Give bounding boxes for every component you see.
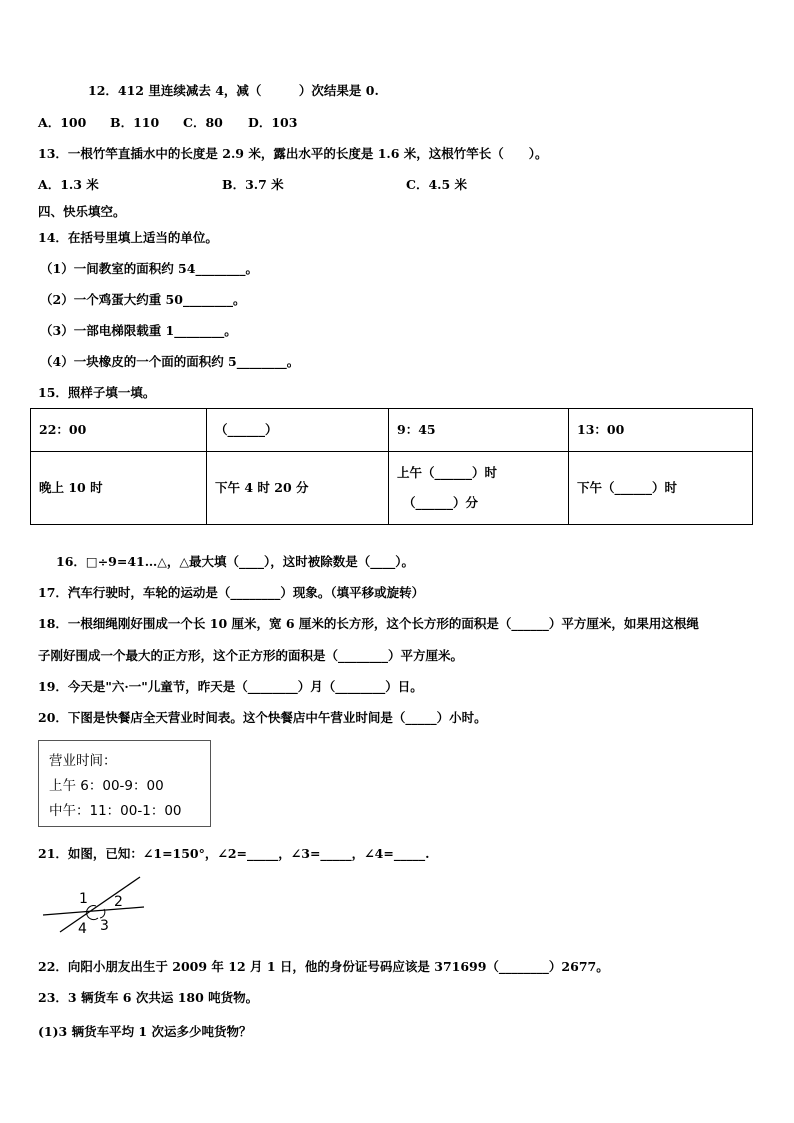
q13-option-c: C．4.5 米: [406, 177, 468, 192]
schedule-noon: 中午：11：00-1：00: [49, 803, 182, 819]
question-23: 23．3 辆货车 6 次共运 180 吨货物。: [38, 990, 259, 1005]
question-21: 21．如图，已知：∠1=150°，∠2=_____，∠3=_____，∠4=_____.: [38, 846, 430, 861]
q12-option-d: D．103: [248, 115, 298, 130]
table-cell: 晚上 10 时: [31, 452, 207, 525]
q12-option-c: C．80: [183, 115, 223, 130]
q13-option-b: B．3.7 米: [222, 177, 284, 192]
section-heading: 四、快乐填空。: [38, 204, 126, 219]
table-cell: （______）: [207, 409, 389, 452]
angle-label-4: 4: [78, 921, 87, 937]
angle-label-1: 1: [79, 891, 88, 907]
q12-option-a: A．100: [38, 115, 87, 130]
question-20: 20．下图是快餐店全天营业时间表。这个快餐店中午营业时间是（_____）小时。: [38, 710, 487, 725]
schedule-morning: 上午 6：00-9：00: [49, 778, 164, 794]
question-15: 15．照样子填一填。: [38, 385, 156, 400]
table-cell: 22：00: [31, 409, 207, 452]
table-cell-line: 上午（______）时: [397, 465, 498, 480]
table-row: [31, 409, 753, 452]
table-cell: [389, 452, 569, 525]
schedule-title: 营业时间：: [49, 753, 117, 769]
question-18-line-1: 18．一根细绳刚好围成一个长 10 厘米，宽 6 厘米的长方形，这个长方形的面积是（______）平方厘米，如果用这根绳: [38, 616, 699, 631]
question-14: 14．在括号里填上适当的单位。: [38, 230, 218, 245]
time-table: [30, 408, 753, 525]
question-13: 13．一根竹竿直插水中的长度是 2.9 米，露出水平的长度是 1.6 米，这根竹竿长（ ）。: [38, 146, 548, 161]
q14-item-4: （4）一块橡皮的一个面的面积约 5________。: [40, 354, 300, 369]
q14-item-2: （2）一个鸡蛋大约重 50________。: [40, 292, 246, 307]
table-cell: 下午 4 时 20 分: [207, 452, 389, 525]
q12-option-b: B．110: [110, 115, 160, 130]
angle-figure: [40, 870, 150, 940]
question-12: 12．412 里连续减去 4，减（ ）次结果是 0.: [88, 83, 379, 98]
question-22: 22．向阳小朋友出生于 2009 年 12 月 1 日，他的身份证号码应该是 371699（________）2677。: [38, 959, 609, 974]
q14-item-3: （3）一部电梯限载重 1________。: [40, 323, 237, 338]
table-cell: 9：45: [389, 409, 569, 452]
question-18-line-2: 子刚好围成一个最大的正方形，这个正方形的面积是（________）平方厘米。: [38, 648, 464, 663]
question-19: 19．今天是"六·一"儿童节，昨天是（________）月（________）日。: [38, 679, 423, 694]
question-23-sub-1: (1)3 辆货车平均 1 次运多少吨货物？: [38, 1024, 252, 1039]
table-cell: 13：00: [569, 409, 753, 452]
question-16: 16．□÷9=41…△，△最大填（____），这时被除数是（____）。: [56, 554, 414, 569]
table-cell: 下午（______）时: [569, 452, 753, 525]
angle-label-2: 2: [114, 894, 123, 910]
table-cell-line: （______）分: [403, 495, 479, 510]
schedule-box: [38, 740, 211, 827]
q13-option-a: A．1.3 米: [38, 177, 99, 192]
table-row: [31, 452, 753, 525]
question-17: 17．汽车行驶时，车轮的运动是（________）现象。（填平移或旋转）: [38, 585, 425, 600]
q14-item-1: （1）一间教室的面积约 54________。: [40, 261, 258, 276]
angle-label-3: 3: [100, 918, 109, 934]
